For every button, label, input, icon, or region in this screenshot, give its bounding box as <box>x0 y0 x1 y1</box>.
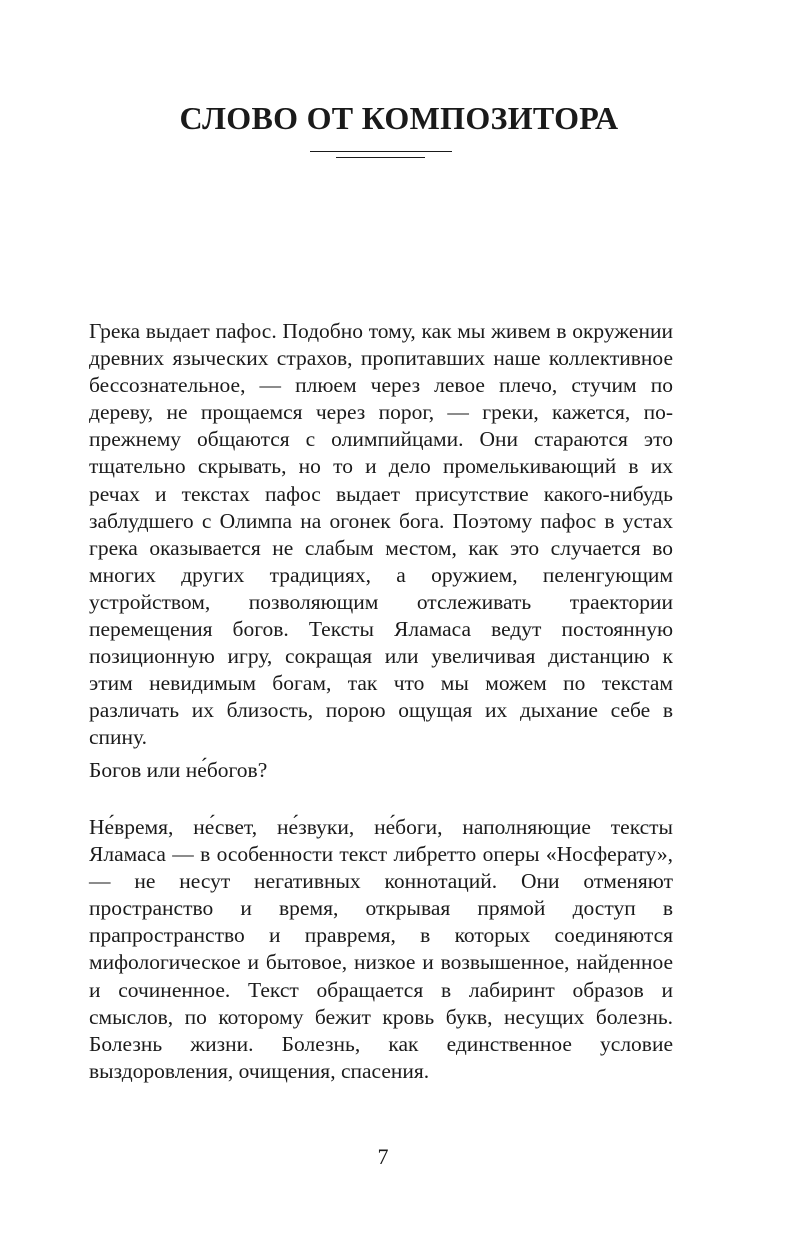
title-divider-short <box>336 157 425 158</box>
body-paragraph: Богов или не́богов? <box>89 758 268 782</box>
title-divider-long <box>310 151 452 152</box>
page-number: 7 <box>377 1144 389 1169</box>
chapter-title: СЛОВО ОТ КОМПОЗИТОРА <box>179 100 619 136</box>
body-paragraph: Не́время, не́свет, не́звуки, не́боги, наполняющие тексты Яламаса — в особенности текст либретто оперы «Носферату», — не несут негативных коннотаций. Они отменяют пространство и время, открывая прямой доступ в прапространство и правремя, в которых соединяются мифологическое и бытовое, низкое и возвышенное, найденное и сочиненное. Текст обращается в лабиринт образов и смыслов, по которому бежит кровь букв, несущих болезнь. Болезнь жизни. Болезнь, как единственное условие выздоровления, очищения, спасения. <box>89 815 673 1083</box>
body-paragraph: Грека выдает пафос. Подобно тому, как мы живем в окружении древних языческих страхов, пропитавших наше коллективное бессознательное, — плюем через левое плечо, стучим по дереву, не прощаемся через порог, — греки, кажется, по-прежнему общаются с олимпийцами. Они стараются это тщательно скрывать, но то и дело промелькивающий в их речах и текстах пафос выдает присутствие какого-нибудь заблудшего с Олимпа на огонек бога. Поэтому пафос в устах грека оказывается не слабым местом, как это случается во многих других традициях, а оружием, пеленгующим устройством, позволяющим отслеживать траектории перемещения богов. Тексты Яламаса ведут постоянную позиционную игру, сокращая или увеличивая дистанцию к этим невидимым богам, так что мы можем по текстам различать их близость, порою ощущая их дыхание себе в спину. <box>89 319 673 750</box>
